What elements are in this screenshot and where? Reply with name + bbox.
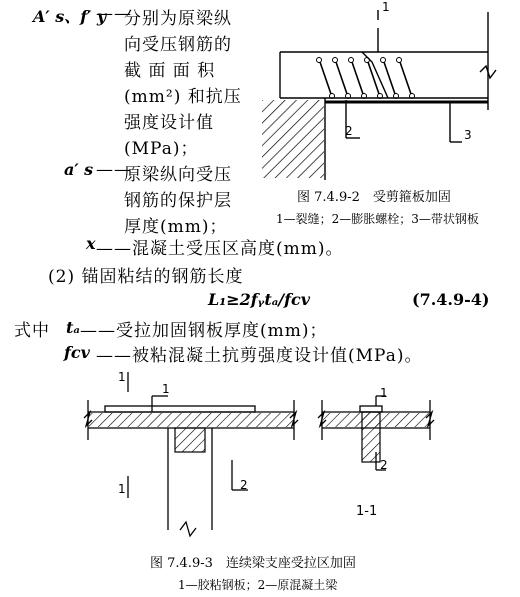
fig3-label-1-top: 1 xyxy=(118,370,126,384)
symbol-as: a′ s xyxy=(64,160,94,179)
where-prefix: 式中 xyxy=(14,321,50,341)
def-as-line3: 厚度(mm)； xyxy=(124,217,228,237)
symbol-ta: tₐ xyxy=(66,318,80,337)
def-A-line5: 强度设计值 xyxy=(124,113,214,133)
fig3-section-title: 1-1 xyxy=(356,504,378,519)
def-A-line1: 分别为原梁纵 xyxy=(124,9,232,29)
fig3-label-1-plate: 1 xyxy=(162,382,170,396)
dash: —— xyxy=(96,160,132,180)
symbol-A-f: A′ s、f′ y xyxy=(33,7,107,26)
def-A-line3: 截 面 面 积 xyxy=(124,61,216,81)
fig3-section-label-1: 1 xyxy=(380,386,388,400)
formula: L₁≥2fᵧtₐ/fcv xyxy=(208,290,311,309)
fig3-caption: 图 7.4.9-3 连续梁支座受拉区加固 xyxy=(150,556,356,571)
fig3-label-2: 2 xyxy=(240,478,248,492)
def-fcv: ——被粘混凝土抗剪强度设计值(MPa)。 xyxy=(96,346,423,366)
fig2-legend: 1—裂缝；2—膨胀螺栓；3—带状钢板 xyxy=(276,212,479,226)
def-A-line2: 向受压钢筋的 xyxy=(124,35,232,55)
def-ta: ——受拉加固钢板厚度(mm)； xyxy=(80,321,328,341)
dash: —— xyxy=(96,4,132,24)
fig2-label-1: 1 xyxy=(382,0,390,14)
def-A-line4: (mm²) 和抗压 xyxy=(124,87,242,107)
def-x: ——混凝土受压区高度(mm)。 xyxy=(96,239,344,259)
section-heading: (2) 锚固粘结的钢筋长度 xyxy=(48,267,244,287)
symbol-x: x xyxy=(86,234,96,253)
fig3-legend: 1—胶粘钢板；2—原混凝土梁 xyxy=(178,578,338,592)
fig3-label-1-bottom: 1 xyxy=(118,482,126,496)
fig2-label-2: 2 xyxy=(345,124,353,138)
formula-number: (7.4.9-4) xyxy=(412,290,490,309)
fig3-section-label-2: 2 xyxy=(380,458,388,472)
def-as-line1: 原梁纵向受压 xyxy=(124,165,232,185)
def-A-line6: (MPa)； xyxy=(124,139,199,159)
fig2-label-3: 3 xyxy=(464,128,472,142)
symbol-fcv: fcv xyxy=(64,343,90,362)
def-as-line2: 钢筋的保护层 xyxy=(124,191,232,211)
fig2-caption: 图 7.4.9-2 受剪箍板加固 xyxy=(297,190,451,205)
